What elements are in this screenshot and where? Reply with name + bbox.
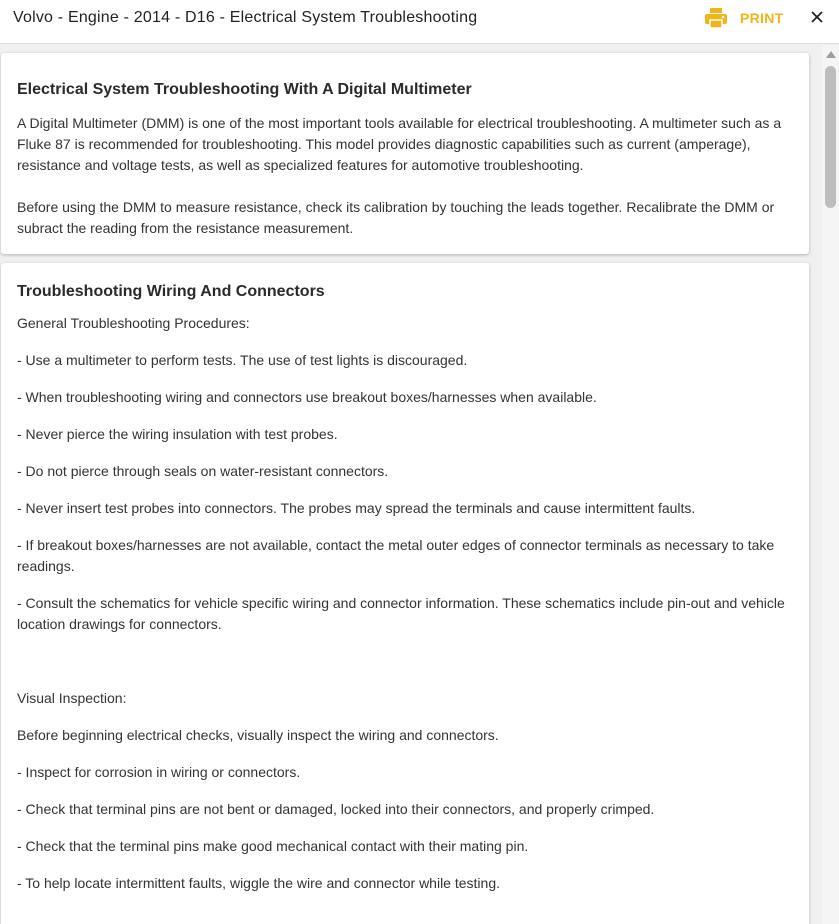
section-subheading: General Troubleshooting Procedures:	[17, 315, 250, 331]
section-title: Electrical System Troubleshooting With A Digital Multimeter	[17, 81, 472, 98]
section-paragraph: Before using the DMM to measure resistance, check its calibration by touching the leads together. Recalibrate the DMM or subract the reading from the resistance measurement.	[17, 199, 775, 236]
list-item: - When troubleshooting wiring and connectors use breakout boxes/harnesses when available.	[17, 389, 597, 405]
section-card-multimeter	[1, 53, 809, 254]
print-button[interactable]	[704, 7, 784, 29]
list-item: - If breakout boxes/harnesses are not available, contact the metal outer edges of connector terminals as necessary to take readings.	[17, 537, 775, 574]
scroll-up-arrow-icon[interactable]	[826, 51, 836, 58]
list-item: - Use a multimeter to perform tests. The use of test lights is discouraged.	[17, 352, 468, 368]
list-item: - Do not pierce through seals on water-resistant connectors.	[17, 463, 389, 479]
list-item: - Never insert test probes into connectors. The probes may spread the terminals and cause intermittent faults.	[17, 500, 696, 516]
vertical-scrollbar[interactable]	[822, 45, 839, 924]
section-title: Troubleshooting Wiring And Connectors	[17, 283, 325, 300]
list-item: - Check that terminal pins are not bent or damaged, locked into their connectors, and properly crimped.	[17, 801, 655, 817]
title-bar	[0, 0, 839, 44]
close-button[interactable]	[810, 10, 824, 24]
scrollbar-thumb[interactable]	[825, 66, 836, 208]
list-item: - Inspect for corrosion in wiring or connectors.	[17, 764, 301, 780]
section-paragraph: Before beginning electrical checks, visually inspect the wiring and connectors.	[17, 727, 499, 743]
section-card-wiring	[1, 263, 809, 924]
section-subheading: Visual Inspection:	[17, 690, 127, 706]
list-item: - Never pierce the wiring insulation with test probes.	[17, 426, 338, 442]
list-item: - Consult the schematics for vehicle specific wiring and connector information. These schematics include pin-out and vehicle location drawings for connectors.	[17, 595, 785, 632]
print-label: PRINT	[740, 10, 784, 26]
list-item: - Check that the terminal pins make good mechanical contact with their mating pin.	[17, 838, 529, 854]
section-paragraph: A Digital Multimeter (DMM) is one of the most important tools available for electrical troubleshooting. A multimeter such as a Fluke 87 is recommended for troubleshooting. This model provides diagnostic capabilities such as current (amperage), resistance and voltage tests, as well as specialized features for automotive troubleshooting.	[17, 115, 782, 173]
page-title: Volvo - Engine - 2014 - D16 - Electrical System Troubleshooting	[13, 9, 478, 26]
printer-icon	[704, 7, 728, 29]
close-icon	[810, 10, 824, 24]
content-area	[0, 45, 822, 924]
list-item: - To help locate intermittent faults, wiggle the wire and connector while testing.	[17, 875, 500, 891]
